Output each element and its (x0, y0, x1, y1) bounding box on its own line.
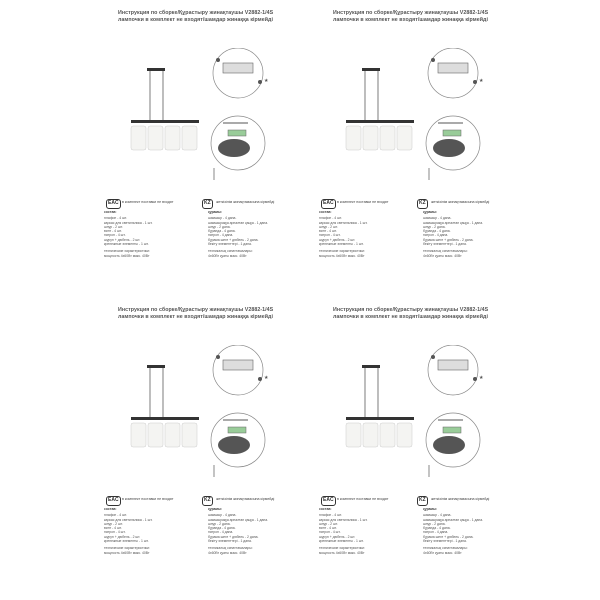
spec-line: шнур - 2 дана. (423, 521, 446, 526)
spec-tech-heading: техникалық сипаттамалары: (208, 546, 253, 551)
cert-text-left: в комплект поставки не входят (122, 200, 174, 204)
spec-tech-value: мощность 4х60Вт макс. 40Вт (319, 253, 365, 258)
pendant-lamp-illustration (338, 362, 418, 462)
spec-russian (319, 507, 414, 555)
spec-heading-ru: состав: (104, 507, 117, 511)
certification-row (321, 199, 536, 209)
spec-kazakh (208, 210, 323, 258)
cert-text-right: жеткізілім жинақтамасына кірмейді (216, 200, 275, 204)
spec-line: шамшыраққа арналған қаңқа - 1 дана. (423, 517, 484, 522)
title-line-1: Инструкция по сборке/Құрастыру жинақтаушы V2882-1/4S (333, 307, 489, 313)
spec-line: бұранда - 4 дана. (208, 526, 236, 531)
spec-line: бұрама шеге + дюбель - 2 дана. (423, 237, 474, 242)
spec-line: плафон - 4 шт. (104, 513, 127, 518)
spec-line: плафон - 4 шт. (319, 513, 342, 518)
spec-line: крепежные элементы - 1 шт. (104, 242, 149, 247)
spec-line: бұрама шеге + дюбель - 2 дана. (423, 534, 474, 539)
svg-text:★: ★ (264, 375, 269, 381)
cert-text-left: в комплект поставки не входят (337, 497, 389, 501)
spec-tech-value: мощность 4х60Вт макс. 40Вт (319, 550, 365, 555)
spec-line: шуруп + дюбель - 2 шт. (319, 534, 356, 539)
spec-line: каркас для светильника - 1 шт. (319, 517, 368, 522)
svg-text:★: ★ (479, 375, 484, 381)
spec-russian (319, 210, 414, 258)
spec-line: шуруп + дюбель - 2 шт. (104, 534, 141, 539)
spec-line: шнур - 2 шт. (319, 521, 338, 526)
kz-badge: KZ (417, 496, 428, 506)
spec-line: бұранда - 4 дана. (423, 526, 451, 531)
eac-badge: EAC (106, 496, 121, 506)
cert-text-left: в комплект поставки не входят (122, 497, 174, 501)
spec-line: шамшыраққа арналған қаңқа - 1 дана. (208, 220, 269, 225)
spec-tech-heading: технические характеристики: (104, 546, 150, 551)
eac-badge: EAC (106, 199, 121, 209)
mounting-diagram (423, 345, 493, 485)
kz-badge: KZ (202, 496, 213, 506)
spec-line: шнур - 2 дана. (208, 224, 231, 229)
spec-line: бекіту элементтері - 1 дана. (423, 242, 467, 247)
eac-badge: EAC (321, 496, 336, 506)
certification-row (106, 199, 321, 209)
kz-badge: KZ (417, 199, 428, 209)
spec-line: шнур - 2 дана. (208, 521, 231, 526)
spec-heading-kz: құрамы: (208, 507, 223, 511)
title-line-2: лампочки в комплект не входят/шамдар жинаққа кірмейді (118, 314, 273, 320)
spec-line: шуруп + дюбель - 2 шт. (319, 237, 356, 242)
spec-heading-ru: состав: (319, 507, 332, 511)
panel-title (333, 10, 543, 24)
mounting-diagram (423, 48, 493, 188)
spec-tech-heading: технические характеристики: (104, 249, 150, 254)
spec-line: шнур - 2 шт. (104, 521, 123, 526)
spec-line: бұрама шеге + дюбель - 2 дана. (208, 237, 259, 242)
spec-line: патрон - 4 дана. (208, 530, 234, 535)
spec-tech-value: мощность 4х60Вт макс. 40Вт (104, 253, 150, 258)
mounting-diagram (208, 345, 278, 485)
spec-tech-value: 4х60Вт қуаты макс. 40Вт (423, 253, 462, 258)
spec-line: винт - 4 шт. (319, 229, 337, 234)
pendant-lamp-illustration (123, 65, 203, 165)
title-line-1: Инструкция по сборке/Құрастыру жинақтаушы V2882-1/4S (118, 10, 274, 16)
eac-badge: EAC (321, 199, 336, 209)
spec-line: крепежные элементы - 1 шт. (319, 242, 364, 247)
spec-line: патрон - 4 шт. (319, 530, 341, 535)
kz-badge: KZ (202, 199, 213, 209)
spec-tech-heading: техникалық сипаттамалары: (208, 249, 253, 254)
title-line-2: лампочки в комплект не входят/шамдар жинаққа кірмейді (118, 17, 273, 23)
spec-line: каркас для светильника - 1 шт. (319, 220, 368, 225)
spec-tech-value: 4х60Вт қуаты макс. 40Вт (208, 253, 247, 258)
spec-line: плафон - 4 шт. (104, 216, 127, 221)
spec-tech-value: мощность 4х60Вт макс. 40Вт (104, 550, 150, 555)
spec-tech-heading: техникалық сипаттамалары: (423, 546, 468, 551)
spec-line: винт - 4 шт. (104, 229, 122, 234)
pendant-lamp-illustration (338, 65, 418, 165)
spec-line: шамшыр - 4 дана. (208, 513, 237, 518)
spec-line: бұранда - 4 дана. (423, 229, 451, 234)
spec-line: бекіту элементтері - 1 дана. (208, 242, 252, 247)
spec-line: бұранда - 4 дана. (208, 229, 236, 234)
spec-tech-heading: технические характеристики: (319, 249, 365, 254)
spec-line: шнур - 2 шт. (319, 224, 338, 229)
spec-tech-value: 4х60Вт қуаты макс. 40Вт (208, 550, 247, 555)
spec-heading-kz: құрамы: (208, 210, 223, 214)
spec-heading-kz: құрамы: (423, 210, 438, 214)
pendant-lamp-illustration (123, 362, 203, 462)
panel-title (118, 307, 328, 321)
spec-line: бекіту элементтері - 1 дана. (208, 539, 252, 544)
cert-text-right: жеткізілім жинақтамасына кірмейді (431, 497, 490, 501)
spec-line: винт - 4 шт. (319, 526, 337, 531)
title-line-2: лампочки в комплект не входят/шамдар жинаққа кірмейді (333, 314, 488, 320)
instruction-panel-3 (98, 307, 328, 577)
spec-line: патрон - 4 шт. (104, 530, 126, 535)
cert-text-right: жеткізілім жинақтамасына кірмейді (216, 497, 275, 501)
instruction-panel-2 (313, 10, 543, 280)
panel-title (333, 307, 543, 321)
certification-row (321, 496, 536, 506)
cert-text-left: в комплект поставки не входят (337, 200, 389, 204)
spec-line: шуруп + дюбель - 2 шт. (104, 237, 141, 242)
spec-line: бұрама шеге + дюбель - 2 дана. (208, 534, 259, 539)
spec-tech-heading: технические характеристики: (319, 546, 365, 551)
spec-kazakh (208, 507, 323, 555)
spec-line: патрон - 4 дана. (423, 530, 449, 535)
spec-line: шамшыраққа арналған қаңқа - 1 дана. (423, 220, 484, 225)
spec-kazakh (423, 210, 538, 258)
title-line-2: лампочки в комплект не входят/шамдар жинаққа кірмейді (333, 17, 488, 23)
spec-line: патрон - 4 шт. (319, 233, 341, 238)
spec-line: винт - 4 шт. (104, 526, 122, 531)
spec-heading-kz: құрамы: (423, 507, 438, 511)
title-line-1: Инструкция по сборке/Құрастыру жинақтаушы V2882-1/4S (118, 307, 274, 313)
spec-line: шнур - 2 шт. (104, 224, 123, 229)
spec-russian (104, 507, 199, 555)
certification-row (106, 496, 321, 506)
svg-text:★: ★ (479, 78, 484, 84)
spec-line: патрон - 4 шт. (104, 233, 126, 238)
spec-line: шамшыр - 4 дана. (423, 513, 452, 518)
spec-russian (104, 210, 199, 258)
spec-line: шнур - 2 дана. (423, 224, 446, 229)
mounting-diagram (208, 48, 278, 188)
panel-title (118, 10, 328, 24)
spec-line: шамшыр - 4 дана. (208, 216, 237, 221)
title-line-1: Инструкция по сборке/Құрастыру жинақтаушы V2882-1/4S (333, 10, 489, 16)
spec-line: плафон - 4 шт. (319, 216, 342, 221)
spec-line: патрон - 4 дана. (423, 233, 449, 238)
spec-line: каркас для светильника - 1 шт. (104, 517, 153, 522)
instruction-panel-4 (313, 307, 543, 577)
instruction-panel-1 (98, 10, 328, 280)
cert-text-right: жеткізілім жинақтамасына кірмейді (431, 200, 490, 204)
spec-tech-value: 4х60Вт қуаты макс. 40Вт (423, 550, 462, 555)
spec-kazakh (423, 507, 538, 555)
spec-line: каркас для светильника - 1 шт. (104, 220, 153, 225)
spec-line: крепежные элементы - 1 шт. (319, 539, 364, 544)
spec-line: патрон - 4 дана. (208, 233, 234, 238)
spec-line: шамшыраққа арналған қаңқа - 1 дана. (208, 517, 269, 522)
spec-line: крепежные элементы - 1 шт. (104, 539, 149, 544)
spec-line: шамшыр - 4 дана. (423, 216, 452, 221)
spec-line: бекіту элементтері - 1 дана. (423, 539, 467, 544)
spec-tech-heading: техникалық сипаттамалары: (423, 249, 468, 254)
spec-heading-ru: состав: (104, 210, 117, 214)
svg-text:★: ★ (264, 78, 269, 84)
spec-heading-ru: состав: (319, 210, 332, 214)
